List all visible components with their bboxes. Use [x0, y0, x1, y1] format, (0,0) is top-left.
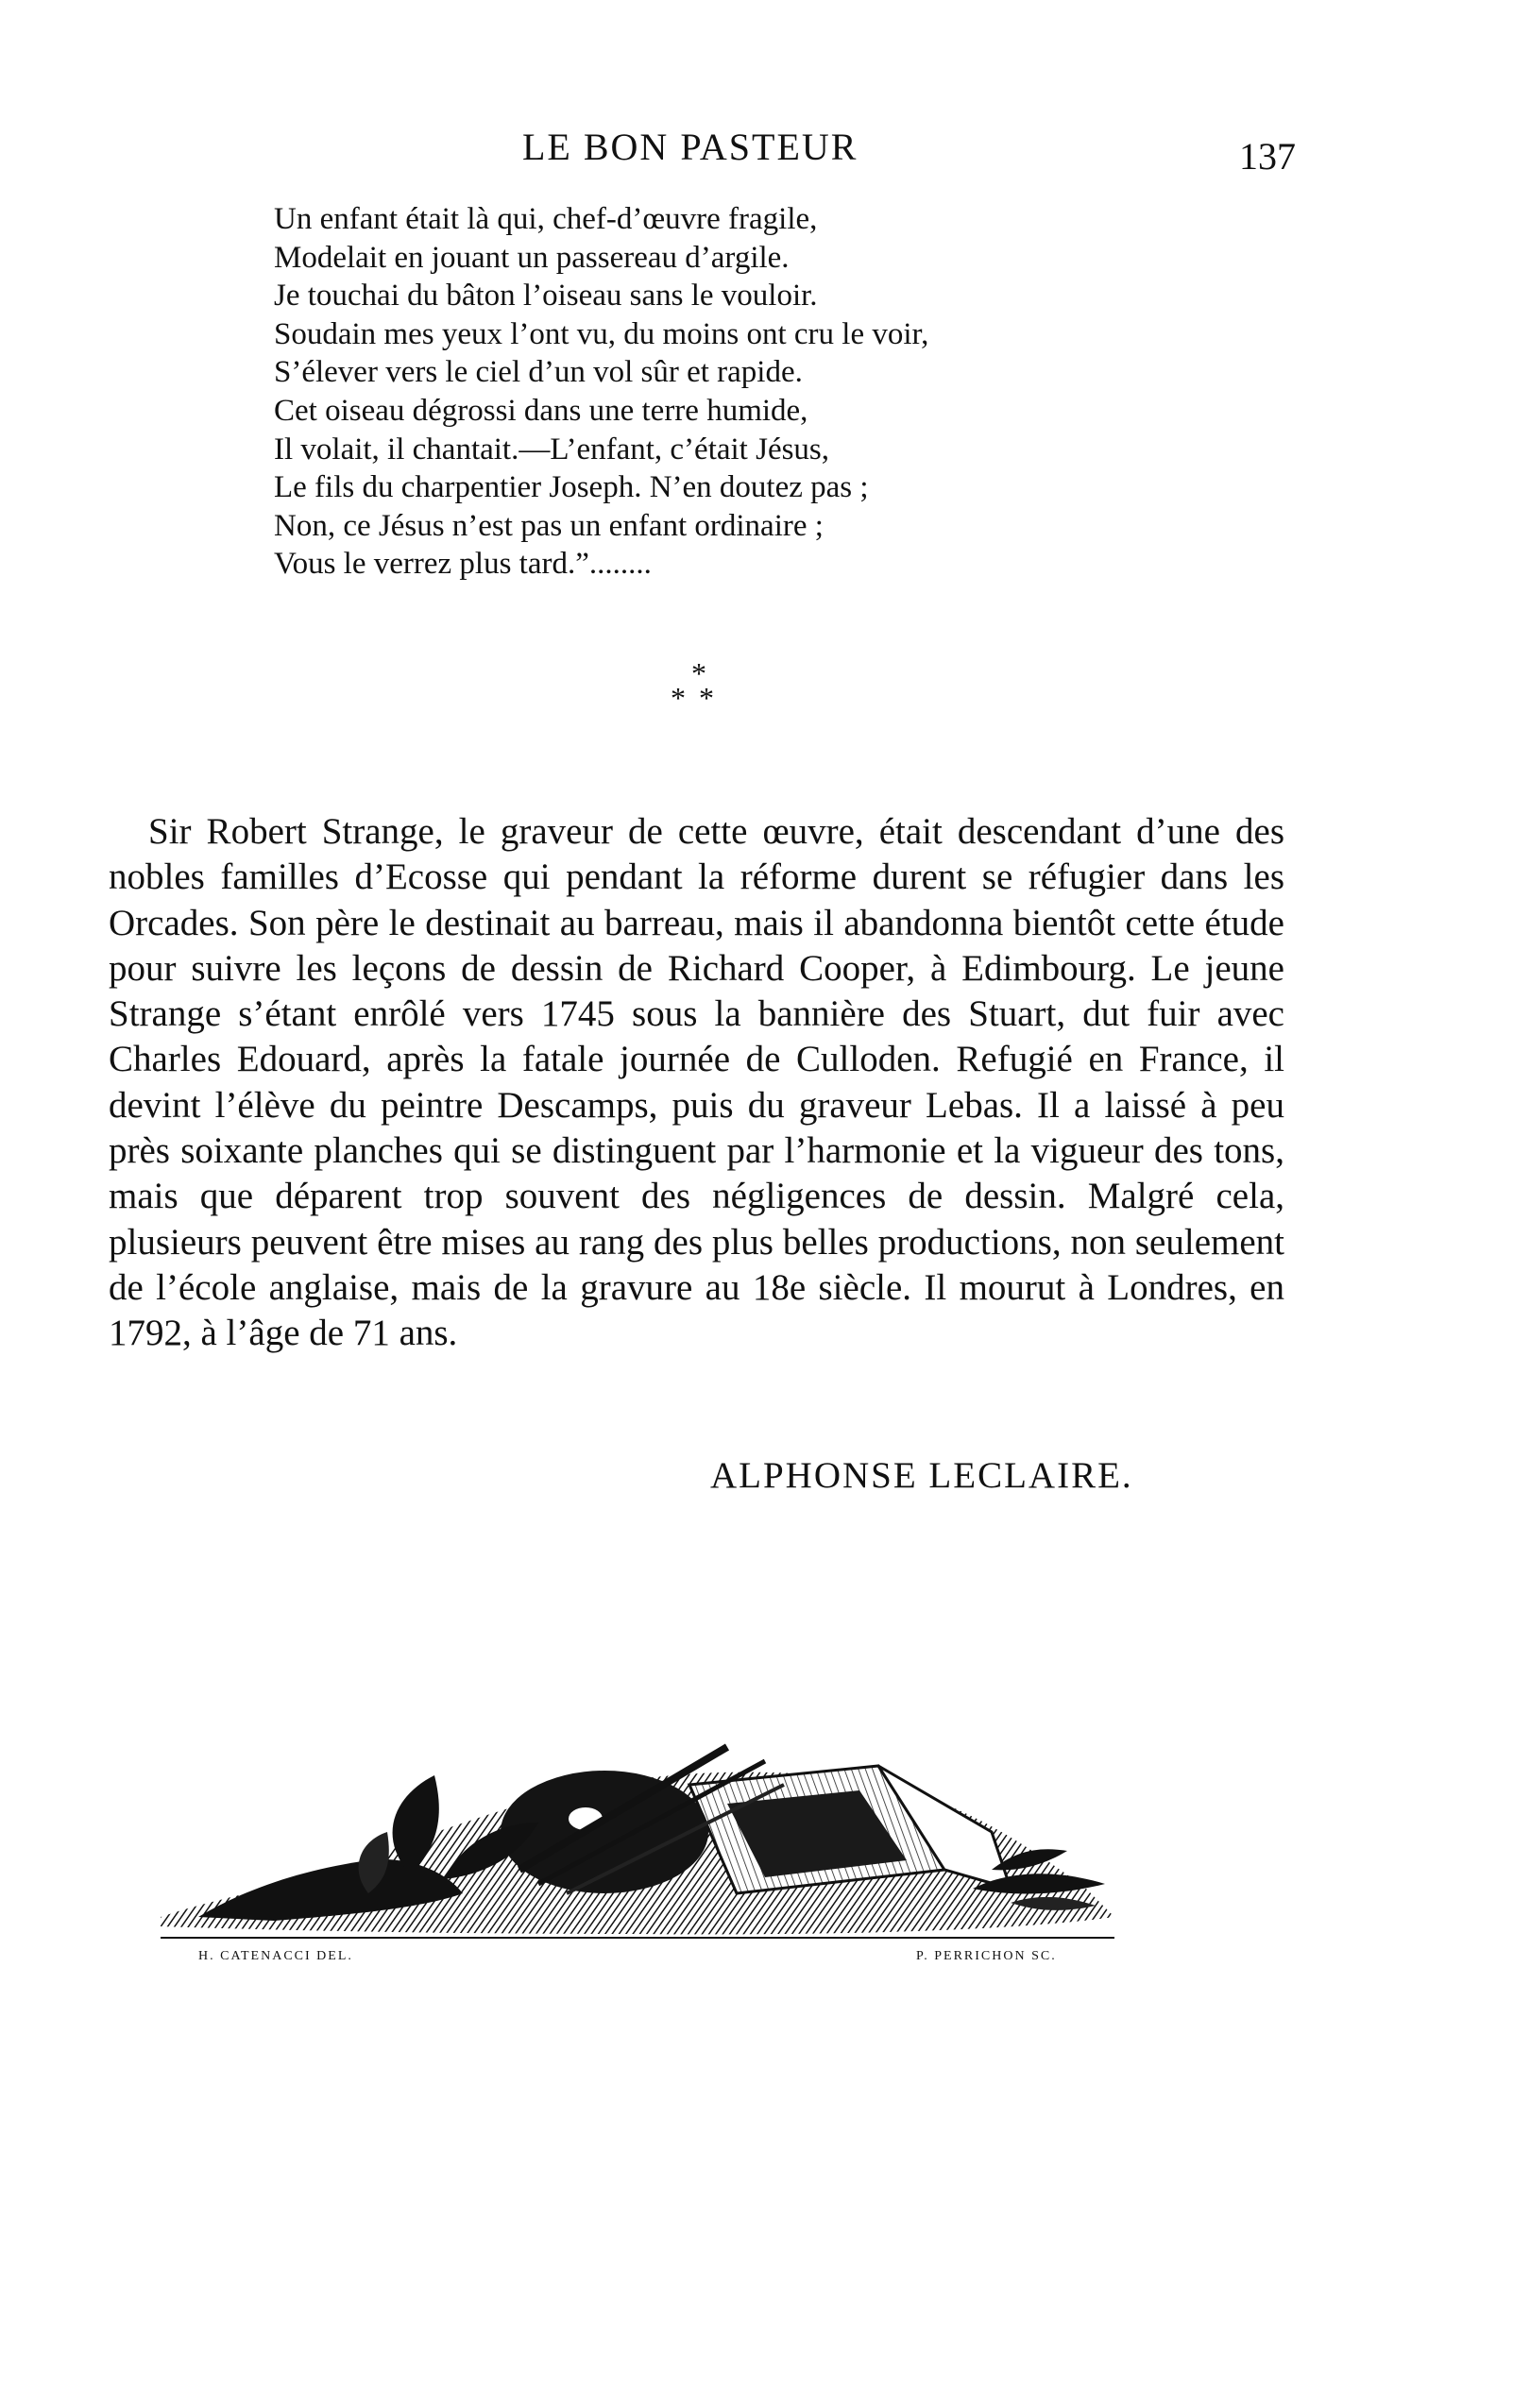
poem-line: Cet oiseau dégrossi dans une terre humide,: [274, 393, 808, 428]
tailpiece-engraving: [161, 1728, 1133, 1964]
asterism-bottom: **: [671, 681, 727, 715]
engraving-illustration: [161, 1728, 1133, 1964]
engraver-credit-left: H. CATENACCI DEL.: [198, 1949, 353, 1963]
poem-line: Modelait en jouant un passereau d’argile.: [274, 240, 790, 275]
poem-line: Il volait, il chantait.—L’enfant, c’était Jésus,: [274, 432, 830, 466]
author-signature: ALPHONSE LECLAIRE.: [710, 1455, 1133, 1496]
poem-line: S’élever vers le ciel d’un vol sûr et rapide.: [274, 355, 803, 390]
asterism-top: *: [691, 656, 706, 690]
page-number: 137: [1239, 135, 1296, 178]
biography-paragraph: Sir Robert Strange, le graveur de cette œuvre, était descendant d’une des nobles familles d’Ecosse qui pendant la réforme durent se réfugier dans les Orcades. Son père le destinait au barreau, mais il abandonna bientôt cette étude pour suivre les leçons de dessin de Richard Cooper, à Edimbourg. Le jeune Strange s’étant enrôlé vers 1745 sous la bannière des Stuart, dut fuir avec Charles Edouard, après la fatale journée de Culloden. Refugié en France, il devint l’élève du peintre Descamps, puis du graveur Lebas. Il a laissé à peu près soixante planches qui se distinguent par l’harmonie et la vigueur des tons, mais que déparent trop souvent des négligences de dessin. Malgré cela, plusieurs peuvent être mises au rang des plus belles productions, non seulement de l’école anglaise, mais de la gravure au 18e siècle. Il mourut à Londres, en 1792, à l’âge de 71 ans.: [109, 811, 1284, 1354]
asterism-divider: [661, 656, 737, 718]
poem-line: Non, ce Jésus n’est pas un enfant ordinaire ;: [274, 508, 824, 543]
poem-block: [274, 200, 1124, 584]
poem-line: Soudain mes yeux l’ont vu, du moins ont cru le voir,: [274, 316, 929, 351]
page-header: [0, 125, 1530, 181]
running-title: LE BON PASTEUR: [522, 126, 858, 168]
poem-line: Un enfant était là qui, chef-d’œuvre fragile,: [274, 202, 818, 236]
poem-line: Vous le verrez plus tard.”........: [274, 547, 652, 582]
engraver-credit-right: P. PERRICHON SC.: [916, 1949, 1057, 1963]
poem-line: Je touchai du bâton l’oiseau sans le vouloir.: [274, 279, 818, 314]
poem-line: Le fils du charpentier Joseph. N’en doutez pas ;: [274, 470, 869, 505]
